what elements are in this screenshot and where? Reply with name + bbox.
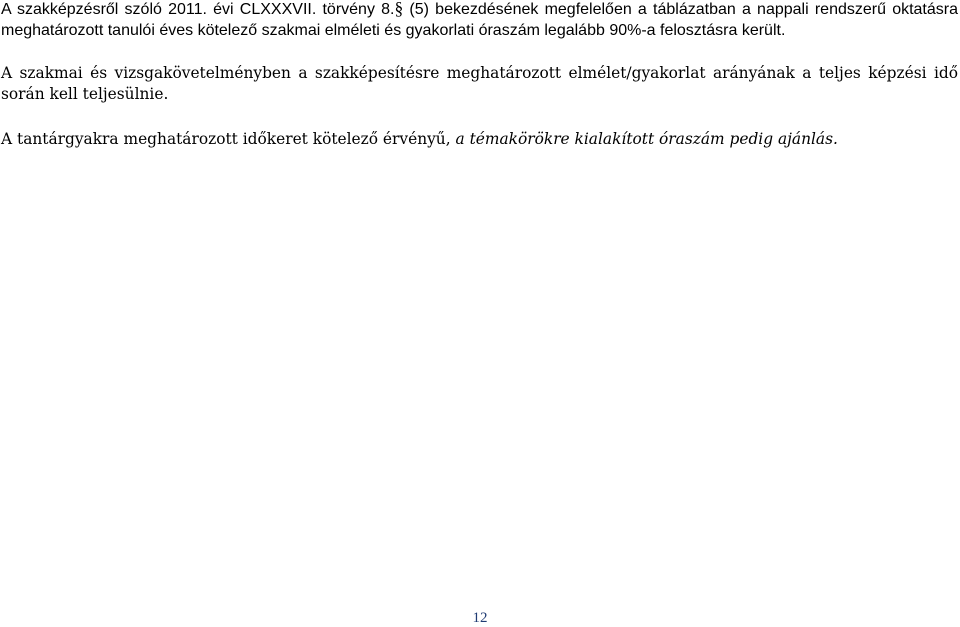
paragraph-time-allocation-italic: a témakörökre kialakított óraszám pedig ajánlás. [455,130,838,148]
paragraph-law-reference-rest: (5) bekezdésének megfelelően a táblázatban a nappali rendszerű oktatásra meghatározott tanulói éves kötelező szakmai elméleti és gyakorlati óraszám legalább 90%-a felosztásra került. [1,1,958,39]
paragraph-time-allocation-normal: A tantárgyakra meghatározott időkeret kötelező érvényű, [1,130,456,148]
paragraph-theory-practice-ratio: A szakmai és vizsgakövetelményben a szakképesítésre meghatározott elmélet/gyakorlat arányának a teljes képzési idő során kell teljesülnie. [1,64,958,103]
paragraph-law-reference-lead: A szakképzésről szóló 2011. évi CLXXXVII. törvény 8. [1,1,395,18]
paragraph-time-allocation [1,129,958,150]
page-number: 12 [472,610,488,626]
section-sign: § [394,0,404,18]
paragraph-law-reference [1,0,958,41]
